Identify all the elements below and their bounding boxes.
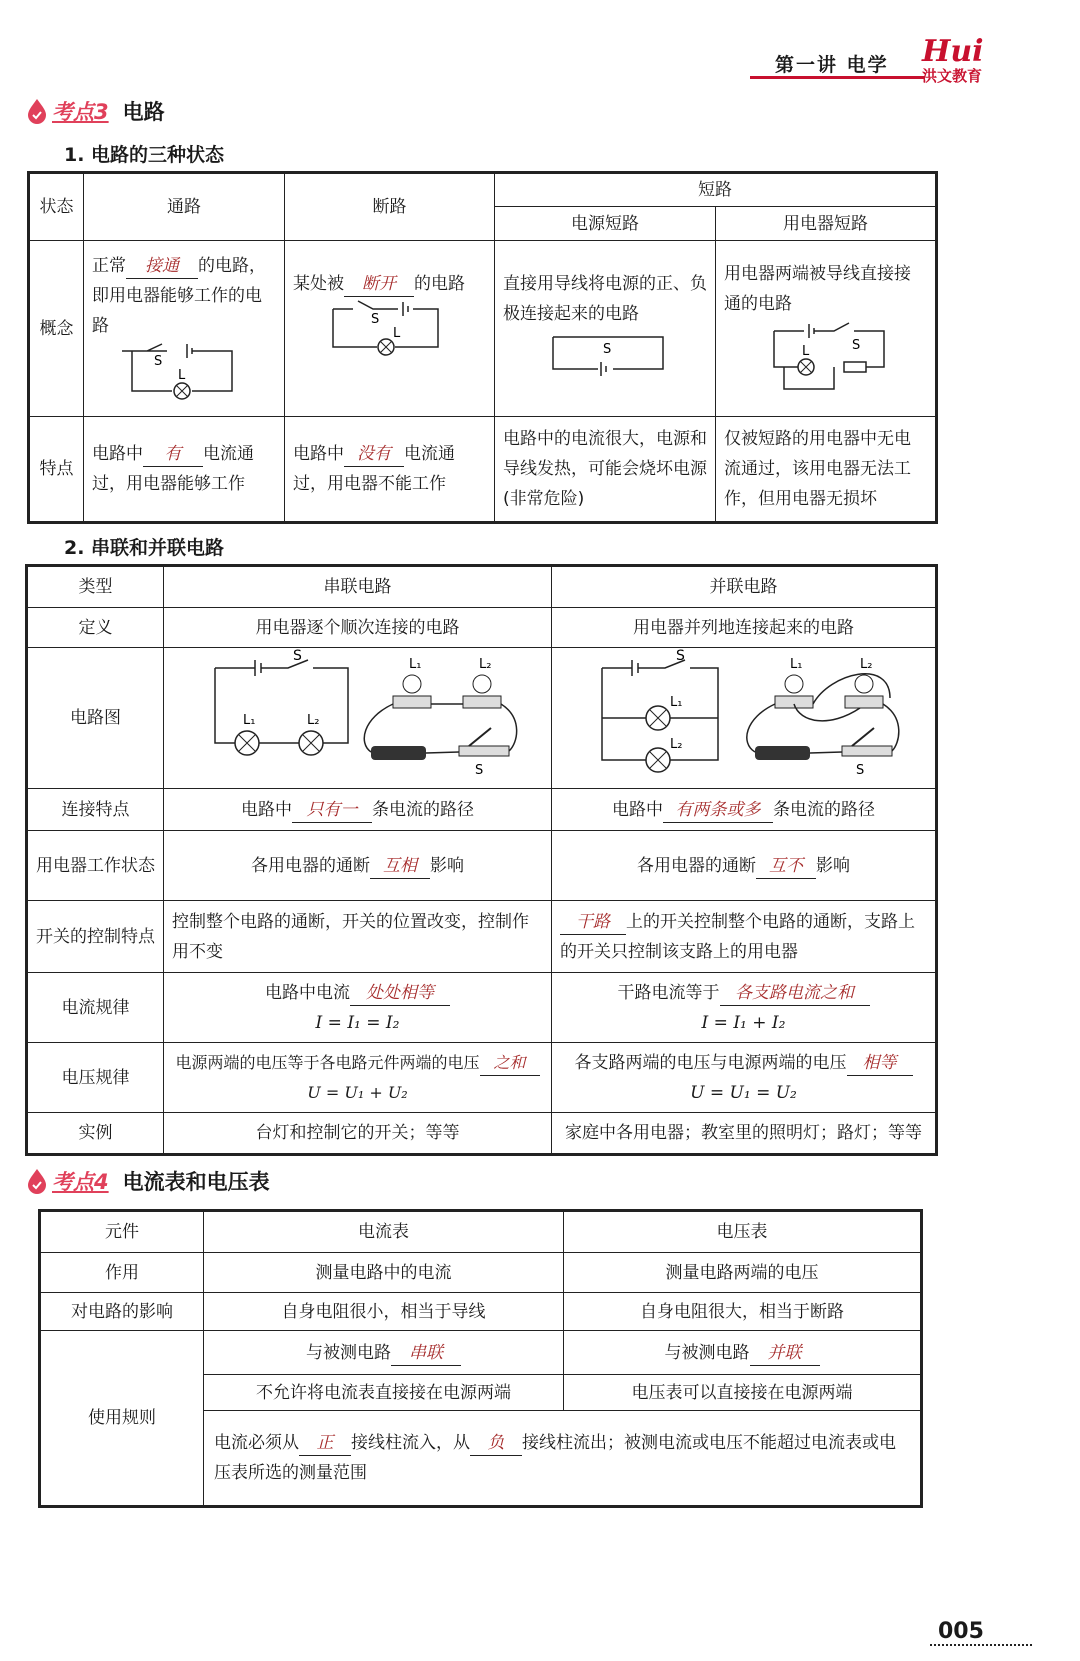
svg-text:L₁: L₁ (242, 713, 255, 728)
row-label-example: 实例 (27, 1113, 164, 1155)
svg-text:S: S (603, 342, 612, 357)
blank-answer: 断开 (344, 272, 414, 297)
svg-text:S: S (676, 648, 685, 664)
current-series: 电路中电流 处处相等 I = I₁ = I₂ (164, 973, 552, 1043)
rule3-common: 电流必须从 正 接线柱流入，从 负 接线柱流出；被测电流或电压不能超过电流表或电压表所选的测量范围 (204, 1411, 922, 1507)
row-label-current: 电流规律 (27, 973, 164, 1043)
svg-text:L₂: L₂ (478, 657, 491, 672)
blank-answer: 干路 (560, 910, 626, 935)
formula: I = I₁ = I₂ (315, 1012, 400, 1033)
switch-series: 控制整个电路的通断，开关的位置改变，控制作用不变 (164, 901, 552, 973)
blank-answer: 相等 (847, 1051, 913, 1076)
header-broken-circuit: 断路 (285, 173, 495, 241)
blank-answer: 只有一 (292, 798, 372, 823)
blank-answer: 负 (470, 1431, 522, 1456)
svg-text:L: L (178, 368, 186, 383)
chapter-title: 第一讲 电学 (775, 54, 889, 76)
rule1-voltmeter: 与被测电路 并联 (564, 1331, 922, 1375)
page-number: 005 (938, 1619, 984, 1644)
row-label-definition: 定义 (27, 608, 164, 648)
work-parallel: 各用电器的通断 互不 影响 (552, 831, 937, 901)
open-circuit-diagram (92, 341, 272, 411)
header-device-short: 用电器短路 (716, 207, 937, 241)
header-open-circuit: 通路 (84, 173, 285, 241)
svg-text:L₁: L₁ (670, 695, 683, 710)
row-label-concept: 概念 (29, 241, 84, 417)
header-parallel: 并联电路 (552, 566, 937, 608)
section-heading-kaodian4 (26, 1166, 270, 1196)
svg-text:S: S (852, 338, 861, 353)
row-label-work-state: 用电器工作状态 (27, 831, 164, 901)
diagram-series (164, 648, 552, 789)
header-ammeter: 电流表 (204, 1211, 564, 1253)
blank-answer: 有两条或多 (663, 798, 773, 823)
svg-text:L₁: L₁ (790, 657, 803, 672)
header-series: 串联电路 (164, 566, 552, 608)
header-type: 类型 (27, 566, 164, 608)
row-label-diagram: 电路图 (27, 648, 164, 789)
logo-brand: 洪文教育 (922, 67, 983, 85)
concept-broken: 某处被 断开 的电路 S L (285, 241, 495, 417)
blank-answer: 串联 (391, 1341, 461, 1366)
def-series: 用电器逐个顺次连接的电路 (164, 608, 552, 648)
blank-answer: 没有 (344, 442, 404, 467)
logo-mark: Hui (922, 34, 984, 69)
concept-open: 正常 接通 的电路，即用电器能够工作的电路 S L (84, 241, 285, 417)
row-label-feature: 特点 (29, 417, 84, 523)
svg-text:S: S (371, 312, 380, 327)
subsection-title-1: 1. 电路的三种状态 (64, 144, 225, 166)
series-parallel-table (25, 564, 938, 1156)
formula: I = I₁ + I₂ (701, 1012, 786, 1033)
rule2-ammeter: 不允许将电流表直接接在电源两端 (204, 1375, 564, 1411)
blank-answer: 互相 (370, 854, 430, 879)
svg-text:L₁: L₁ (408, 657, 421, 672)
series-physical-sketch (364, 675, 516, 760)
formula: U = U₁ + U₂ (307, 1082, 408, 1102)
section-heading-kaodian3 (26, 96, 165, 126)
header-state: 状态 (29, 173, 84, 241)
section-name: 电路 (122, 100, 165, 124)
header-short-circuit: 短路 (495, 173, 937, 207)
blank-answer: 接通 (126, 254, 198, 279)
use-ammeter: 测量电路中的电流 (204, 1253, 564, 1293)
svg-text:L: L (393, 326, 401, 341)
feature-open: 电路中 有 电流通过，用电器能够工作 (84, 417, 285, 523)
svg-text:S: S (154, 354, 163, 369)
rule1-ammeter: 与被测电路 串联 (204, 1331, 564, 1375)
source-short-diagram (503, 329, 703, 389)
header-source-short: 电源短路 (495, 207, 716, 241)
meter-table (38, 1209, 923, 1508)
current-parallel: 干路电流等于 各支路电流之和 I = I₁ + I₂ (552, 973, 937, 1043)
row-label-voltage: 电压规律 (27, 1043, 164, 1113)
blank-answer: 处处相等 (350, 981, 450, 1006)
conn-series: 电路中 只有一 条电流的路径 (164, 789, 552, 831)
blank-answer: 各支路电流之和 (720, 981, 870, 1006)
example-parallel: 家庭中各用电器；教室里的照明灯；路灯；等等 (552, 1113, 937, 1155)
svg-text:L₂: L₂ (306, 713, 319, 728)
svg-text:S: S (292, 648, 302, 664)
broken-circuit-diagram (293, 299, 483, 371)
blank-answer: 有 (143, 442, 203, 467)
blank-answer: 正 (299, 1431, 351, 1456)
row-label-switch: 开关的控制特点 (27, 901, 164, 973)
work-series: 各用电器的通断 互相 影响 (164, 831, 552, 901)
drop-icon (26, 98, 48, 124)
effect-ammeter: 自身电阻很小，相当于导线 (204, 1293, 564, 1331)
use-voltmeter: 测量电路两端的电压 (564, 1253, 922, 1293)
svg-text:L₂: L₂ (670, 737, 683, 752)
row-label-connection: 连接特点 (27, 789, 164, 831)
concept-source-short: 直接用导线将电源的正、负极连接起来的电路 S (495, 241, 716, 417)
svg-text:L₂: L₂ (860, 657, 873, 672)
header-voltmeter: 电压表 (564, 1211, 922, 1253)
formula: U = U₁ = U₂ (690, 1082, 797, 1103)
device-short-diagram (724, 319, 924, 399)
circuit-states-table (27, 171, 938, 524)
section-tag: 考点4 (52, 1170, 109, 1194)
feature-broken: 电路中 没有 电流通过，用电器不能工作 (285, 417, 495, 523)
effect-voltmeter: 自身电阻很大，相当于断路 (564, 1293, 922, 1331)
series-circuit-diagram (173, 648, 543, 778)
row-label-use: 作用 (40, 1253, 204, 1293)
parallel-physical-sketch (747, 674, 899, 760)
example-series: 台灯和控制它的开关；等等 (164, 1113, 552, 1155)
rule2-voltmeter: 电压表可以直接接在电源两端 (564, 1375, 922, 1411)
svg-text:S: S (474, 763, 483, 778)
row-label-effect: 对电路的影响 (40, 1293, 204, 1331)
conn-parallel: 电路中 有两条或多 条电流的路径 (552, 789, 937, 831)
diagram-parallel (552, 648, 937, 789)
header-component: 元件 (40, 1211, 204, 1253)
switch-parallel: 干路 上的开关控制整个电路的通断，支路上的开关只控制该支路上的用电器 (552, 901, 937, 973)
section-tag: 考点3 (52, 100, 109, 124)
brand-logo (922, 36, 1002, 88)
concept-device-short: 用电器两端被导线直接接通的电路 S L (716, 241, 937, 417)
def-parallel: 用电器并列地连接起来的电路 (552, 608, 937, 648)
svg-text:L: L (802, 344, 810, 359)
row-label-rules: 使用规则 (40, 1331, 204, 1507)
page-number-rule (930, 1644, 1032, 1646)
section-name: 电流表和电压表 (122, 1170, 270, 1194)
subsection-title-2: 2. 串联和并联电路 (64, 537, 225, 559)
drop-icon (26, 1168, 48, 1194)
blank-answer: 互不 (756, 854, 816, 879)
blank-answer: 并联 (750, 1341, 820, 1366)
svg-text:S: S (856, 763, 865, 778)
blank-answer: 之和 (480, 1051, 540, 1076)
feature-device-short: 仅被短路的用电器中无电流通过，该用电器无法工作，但用电器无损坏 (716, 417, 937, 523)
voltage-series: 电源两端的电压等于各电路元件两端的电压 之和 U = U₁ + U₂ (164, 1043, 552, 1113)
voltage-parallel: 各支路两端的电压与电源两端的电压 相等 U = U₁ = U₂ (552, 1043, 937, 1113)
header-rule (750, 76, 925, 79)
parallel-circuit-diagram (560, 648, 930, 778)
feature-source-short: 电路中的电流很大，电源和导线发热，可能会烧坏电源(非常危险) (495, 417, 716, 523)
